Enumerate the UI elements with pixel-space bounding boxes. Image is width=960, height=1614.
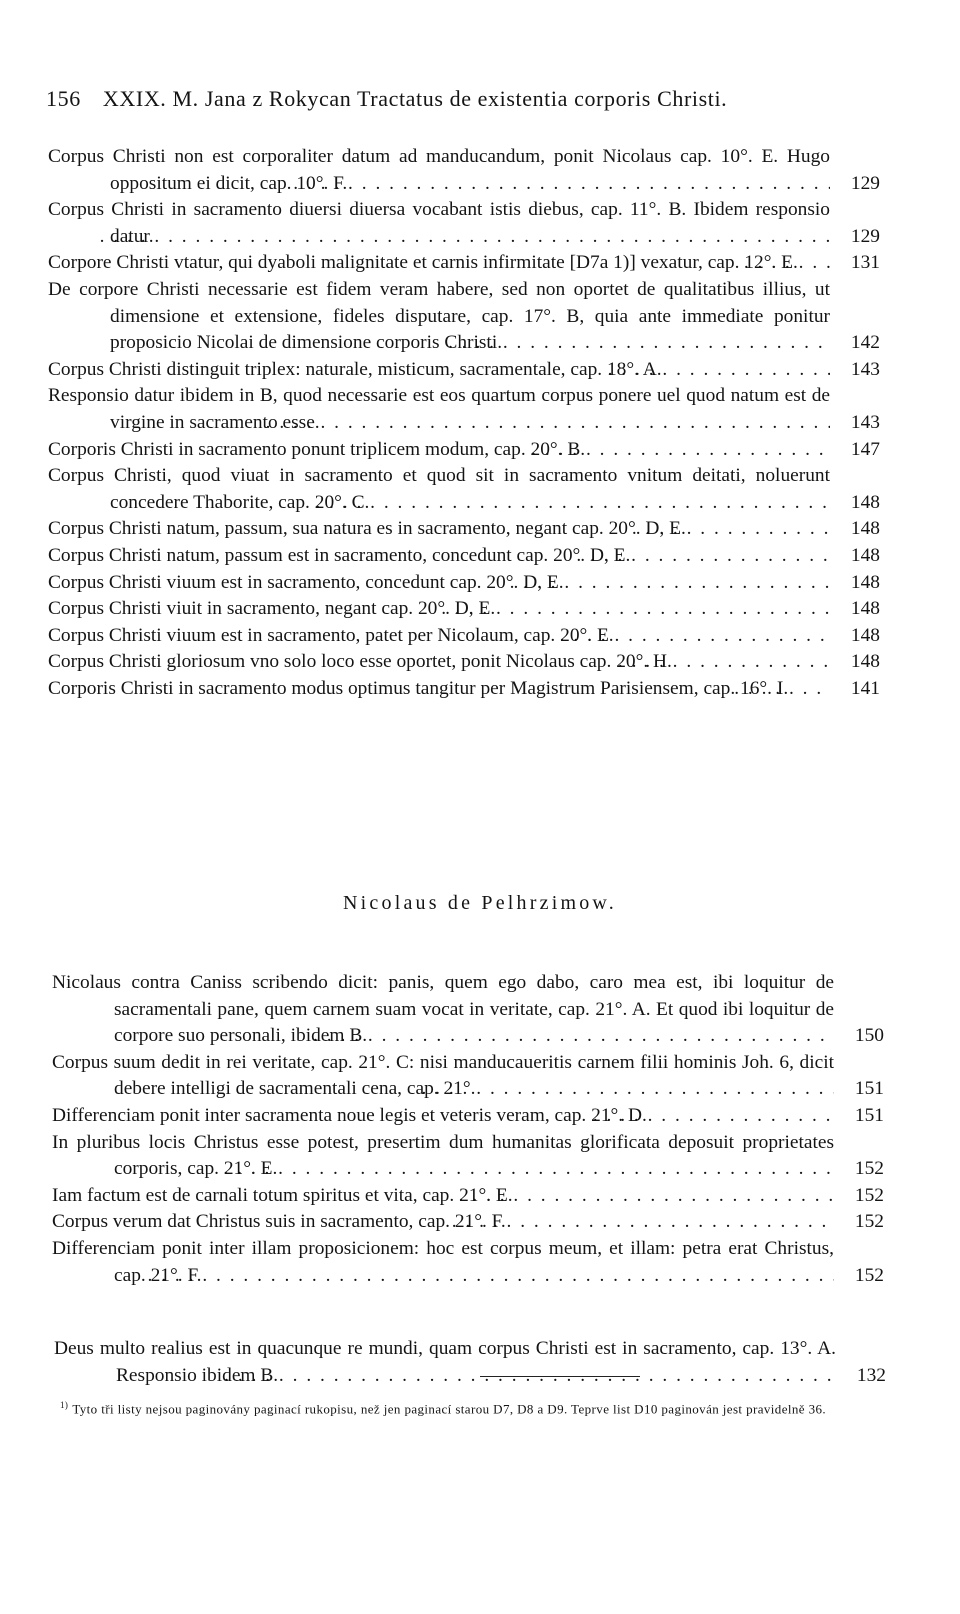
entry-page: 148 xyxy=(830,570,880,597)
entry-text: Corpus verum dat Christus suis in sacramento, cap. 21°. F. . . . xyxy=(52,1209,834,1236)
entry-text: Corpus Christi gloriosum vno solo loco esse oportet, ponit Nicolaus cap. 20°. H. . . . xyxy=(48,649,830,676)
entry-text: Responsio datur ibidem in B, quod necessarie est eos quartum corpus ponere uel quod natum est de virgine in sacramento esse. . . . xyxy=(48,383,830,436)
entry-text: Corpore Christi vtatur, qui dyaboli malignitate et carnis infirmitate [D7a 1)] vexatur, cap. 12°. E. . . . xyxy=(48,250,830,277)
entry-page: 148 xyxy=(830,490,880,517)
entry-page: 131 xyxy=(830,250,880,277)
entry-page: 132 xyxy=(836,1363,886,1390)
entry-page: 152 xyxy=(834,1263,884,1290)
entry-page: 148 xyxy=(830,543,880,570)
entry-page: 129 xyxy=(830,171,880,198)
footnote xyxy=(60,1394,870,1420)
entry-page: 148 xyxy=(830,649,880,676)
index-entry xyxy=(48,250,880,277)
entry-page: 148 xyxy=(830,516,880,543)
entry-text: Corpus suum dedit in rei veritate, cap. 21°. C: nisi manducaueritis carnem filii hominis Joh. 6, dicit debere intelligi de sacramentali cena, cap. 21°. . . . xyxy=(52,1050,834,1103)
entry-text: Corpus Christi natum, passum est in sacramento, concedunt cap. 20°. D, E. . . . xyxy=(48,543,830,570)
index-entry xyxy=(48,197,880,250)
entry-text: In pluribus locis Christus esse potest, presertim dum humanitas glorificata deposuit proprietates corporis, cap. 21°. E. . . . xyxy=(52,1130,834,1183)
entry-page: 152 xyxy=(834,1183,884,1210)
entry-page: 152 xyxy=(834,1156,884,1183)
entry-text: Corporis Christi in sacramento ponunt triplicem modum, cap. 20°. B. . . . xyxy=(48,437,830,464)
index-entry xyxy=(52,1183,884,1210)
entry-text: Corpus Christi viuit in sacramento, negant cap. 20°. D, E. . . . xyxy=(48,596,830,623)
index-entry xyxy=(52,1236,884,1289)
index-entry xyxy=(52,1209,884,1236)
index-block-pelhrzimow xyxy=(52,970,884,1289)
footnote-marker: 1) xyxy=(60,1400,69,1410)
entry-text: Corpus Christi non est corporaliter datum ad manducandum, ponit Nicolaus cap. 10°. E. Hugo oppositum ei dicit, cap. 10°. F. . . . xyxy=(48,144,830,197)
footnote-rule xyxy=(480,1376,640,1377)
index-entry xyxy=(52,1130,884,1183)
index-entry xyxy=(48,516,880,543)
entry-text: Corpus Christi natum, passum, sua natura es in sacramento, negant cap. 20°. D, E. . . . xyxy=(48,516,830,543)
entry-text: Differenciam ponit inter illam proposicionem: hoc est corpus meum, et illam: petra erat Christus, cap. 21°. F. . . . xyxy=(52,1236,834,1289)
index-entry xyxy=(52,1050,884,1103)
entry-text: Corpus Christi, quod viuat in sacramento et quod sit in sacramento vnitum deitati, noluerunt concedere Thaborite, cap. 20°. C. . . . xyxy=(48,463,830,516)
index-entry xyxy=(48,676,880,703)
entry-page: 142 xyxy=(830,330,880,357)
running-head xyxy=(46,86,727,112)
index-entry xyxy=(48,649,880,676)
index-entry xyxy=(48,357,880,384)
footnote-text: Tyto tři listy nejsou paginovány paginací rukopisu, než jen paginací starou D7, D8 a D9. Teprve list D10 paginován jest pravidelně 36. xyxy=(72,1401,827,1417)
index-entry xyxy=(48,570,880,597)
index-entry xyxy=(48,543,880,570)
entry-text: Corporis Christi in sacramento modus optimus tangitur per Magistrum Parisiensem, cap. 16°. I. . . . xyxy=(48,676,830,703)
entry-page: 141 xyxy=(830,676,880,703)
entry-text: Corpus Christi viuum est in sacramento, concedunt cap. 20°. D, E. . . . xyxy=(48,570,830,597)
index-block-deus xyxy=(54,1336,886,1389)
entry-text: Iam factum est de carnali totum spiritus et vita, cap. 21°. E. . . . xyxy=(52,1183,834,1210)
entry-page: 147 xyxy=(830,437,880,464)
entry-text: Nicolaus contra Caniss scribendo dicit: panis, quem ego dabo, caro mea est, ibi loquitur de sacramentali pane, quem carnem suam vocat in veritate, cap. 21°. A. Et quod ibi loquitur de corpore suo personali, ibidem B. . . . xyxy=(52,970,834,1050)
entry-text: Corpus Christi distinguit triplex: naturale, misticum, sacramentale, cap. 18°. A. . . . xyxy=(48,357,830,384)
entry-text: Differenciam ponit inter sacramenta noue legis et veteris veram, cap. 21°. D. . . . xyxy=(52,1103,834,1130)
entry-text: De corpore Christi necessarie est fidem veram habere, sed non oportet de qualitatibus illius, ut dimensione et extensione, fideles disputare, cap. 17°. B, quia ante immediate ponitur proposicio Nicolai de dimensione corporis Christi. . . . xyxy=(48,277,830,357)
entry-page: 152 xyxy=(834,1209,884,1236)
entry-page: 143 xyxy=(830,410,880,437)
section-heading: Nicolaus de Pelhrzimow. xyxy=(343,892,617,914)
index-entry xyxy=(52,1103,884,1130)
entry-page: 143 xyxy=(830,357,880,384)
entry-page: 148 xyxy=(830,623,880,650)
index-entry xyxy=(48,383,880,436)
index-entry xyxy=(48,596,880,623)
entry-page: 151 xyxy=(834,1076,884,1103)
entry-page: 151 xyxy=(834,1103,884,1130)
index-entry xyxy=(48,277,880,357)
index-entry xyxy=(48,623,880,650)
index-entry xyxy=(48,144,880,197)
index-entry xyxy=(52,970,884,1050)
page-number: 156 xyxy=(46,86,81,111)
entry-page: 150 xyxy=(834,1023,884,1050)
index-entry xyxy=(48,437,880,464)
index-entry xyxy=(54,1336,886,1389)
running-title: XXIX. M. Jana z Rokycan Tractatus de existentia corporis Christi. xyxy=(102,86,728,111)
entry-text: Deus multo realius est in quacunque re mundi, quam corpus Christi est in sacramento, cap. 13°. A. Responsio ibidem B. . . . xyxy=(54,1336,836,1389)
entry-text: Corpus Christi in sacramento diuersi diuersa vocabant istis diebus, cap. 11°. B. Ibidem responsio datur. . . . xyxy=(48,197,830,250)
entry-page: 148 xyxy=(830,596,880,623)
entry-page: 129 xyxy=(830,224,880,251)
entry-text: Corpus Christi viuum est in sacramento, patet per Nicolaum, cap. 20°. E. . . . xyxy=(48,623,830,650)
index-entry xyxy=(48,463,880,516)
index-block-rokycana xyxy=(48,144,880,702)
